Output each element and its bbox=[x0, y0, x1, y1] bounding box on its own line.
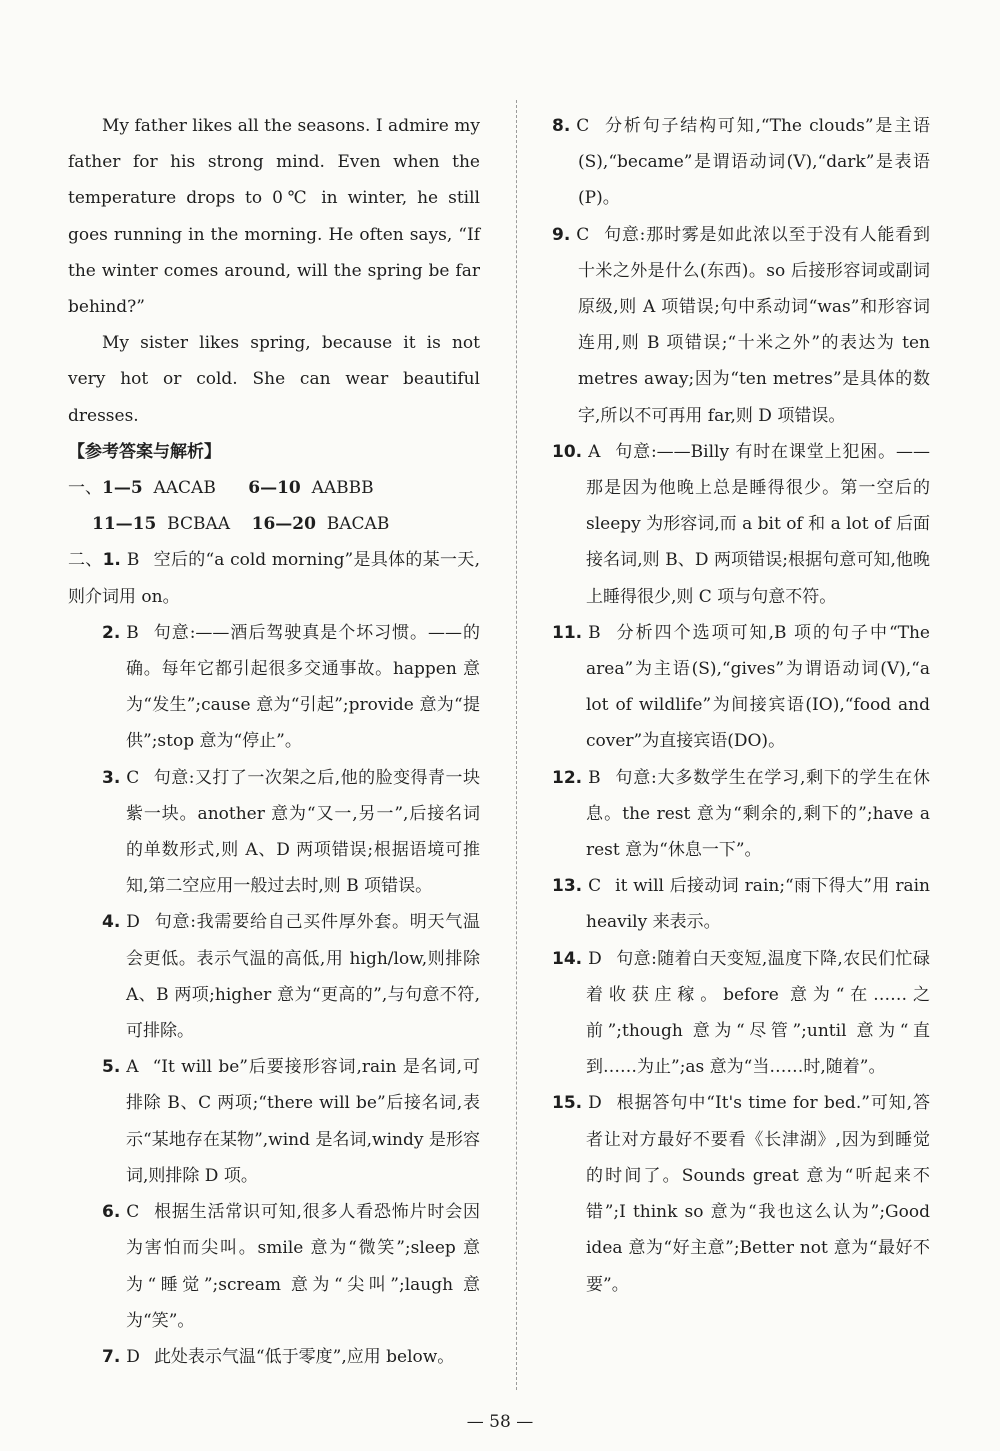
passage-paragraph-2: My sister likes spring, because it is not very hot or cold. She can wear beautiful dresses. bbox=[68, 333, 480, 426]
item-number: 14. bbox=[552, 948, 583, 969]
item-explanation: 空后的“a cold morning”是具体的某一天,则介词用 on。 bbox=[68, 550, 480, 607]
item-explanation: 句意:——Billy 有时在课堂上犯困。——那是因为他晚上总是睡得很少。第一空后的 sleepy 为形容词,而 a bit of 和 a lot of 后面接名词,则 B、D 两项错误;根据句意可知,他晚上睡得很少,则 C 项与句意不符。 bbox=[586, 441, 930, 607]
section-prefix: 一、 bbox=[68, 478, 102, 499]
column-divider bbox=[516, 100, 517, 1390]
answer-item bbox=[552, 615, 930, 760]
item-explanation: 分析四个选项可知,B 项的句子中“The area”为主语(S),“gives”为谓语动词(V),“a lot of wildlife”为间接宾语(IO),“food and cover”为直接宾语(DO)。 bbox=[586, 622, 930, 752]
key-answers: BCBAA bbox=[167, 514, 231, 535]
answer-item bbox=[68, 1339, 480, 1375]
answer-item bbox=[552, 760, 930, 869]
item-number: 2. bbox=[102, 622, 121, 643]
answer-heading: 【参考答案与解析】 bbox=[68, 441, 221, 462]
key-range: 16—20 bbox=[251, 514, 316, 535]
item-number: 12. bbox=[552, 767, 583, 788]
item-explanation: 句意:我需要给自己买件厚外套。明天气温会更低。表示气温的高低,用 high/low,则排除 A、B 两项;higher 意为“更高的”,与句意不符,可排除。 bbox=[126, 912, 480, 1042]
item-answer: B bbox=[126, 550, 140, 571]
answer-key-row bbox=[68, 470, 480, 506]
answer-item bbox=[552, 108, 930, 217]
section-prefix: 二、 bbox=[68, 550, 103, 571]
answer-item bbox=[68, 760, 480, 905]
item-answer: C bbox=[576, 116, 590, 136]
item-explanation: 句意:那时雾是如此浓以至于没有人能看到十米之外是什么(东西)。so 后接形容词或副词原级,则 A 项错误;句中系动词“was”和形容词连用,则 B 项错误;“十米之外”的表达为 ten metres away;因为“ten metres”是具体的数字,所以不可再用 far,则 D 项错误。 bbox=[578, 224, 930, 426]
item-explanation: 根据生活常识可知,很多人看恐怖片时会因为害怕而尖叫。smile 意为“微笑”;sleep 意为“睡觉”;scream 意为“尖叫”;laugh 意为“笑”。 bbox=[126, 1202, 480, 1331]
answer-item bbox=[552, 941, 930, 1086]
item-answer: C bbox=[126, 1202, 140, 1223]
key-range: 11—15 bbox=[92, 514, 157, 535]
key-range: 6—10 bbox=[248, 478, 301, 499]
item-answer: D bbox=[126, 912, 140, 933]
item-number: 5. bbox=[102, 1057, 121, 1078]
key-answers: AABBB bbox=[311, 478, 374, 499]
item-explanation: 句意:又打了一次架之后,他的脸变得青一块紫一块。another 意为“又一,另一”,后接名词的单数形式,则 A、D 两项错误;根据语境可推知,第二空应用一般过去时,则 B 项错误。 bbox=[126, 767, 480, 897]
item-explanation: “It will be”后要接形容词,rain 是名词,可排除 B、C 两项;“there will be”后接名词,表示“某地存在某物”,wind 是名词,windy 是形容词,则排除 D 项。 bbox=[126, 1057, 480, 1186]
item-explanation: 句意:——酒后驾驶真是个坏习惯。——的确。每年它都引起很多交通事故。happen 意为“发生”;cause 意为“引起”;provide 意为“提供”;stop 意为“停止”。 bbox=[126, 622, 480, 752]
page-number: — 58 — bbox=[466, 1412, 534, 1432]
item-answer: B bbox=[588, 622, 601, 643]
answer-item bbox=[552, 434, 930, 615]
item-answer: B bbox=[588, 767, 601, 788]
item-explanation: 分析句子结构可知,“The clouds”是主语(S),“became”是谓语动词(V),“dark”是表语(P)。 bbox=[578, 116, 930, 209]
item-number: 4. bbox=[102, 912, 121, 933]
item-answer: D bbox=[126, 1346, 140, 1367]
answer-item bbox=[68, 615, 480, 760]
item-number: 13. bbox=[552, 876, 583, 897]
item-answer: D bbox=[588, 1093, 602, 1114]
item-number: 8. bbox=[552, 116, 571, 136]
key-answers: AACAB bbox=[153, 478, 216, 499]
item-explanation: 此处表示气温“低于零度”,应用 below。 bbox=[153, 1346, 455, 1367]
item-explanation: 句意:大多数学生在学习,剩下的学生在休息。the rest 意为“剩余的,剩下的”;have a rest 意为“休息一下”。 bbox=[586, 767, 930, 861]
item-number: 9. bbox=[552, 224, 571, 245]
item-answer: C bbox=[126, 767, 140, 788]
passage-paragraph-1: My father likes all the seasons. I admire my father for his strong mind. Even when the temperature drops to 0℃ in winter, he still goes running in the morning. He often says, “If the winter comes around, will the spring be far behind?” bbox=[68, 116, 480, 318]
answer-item bbox=[68, 1194, 480, 1339]
item-number: 3. bbox=[102, 767, 121, 788]
item-explanation: it will 后接动词 rain;“雨下得大”用 rain heavily 来表示。 bbox=[586, 876, 930, 933]
item-answer: A bbox=[588, 441, 601, 462]
answer-key-row bbox=[68, 506, 480, 542]
left-column bbox=[68, 108, 480, 1375]
right-column bbox=[552, 108, 930, 1303]
item-number: 6. bbox=[102, 1202, 121, 1223]
item-answer: C bbox=[576, 224, 590, 245]
item-answer: A bbox=[126, 1057, 139, 1078]
item-number: 11. bbox=[552, 622, 583, 643]
item-explanation: 句意:随着白天变短,温度下降,农民们忙碌着收获庄稼。before 意为“在……之前”;though 意为“尽管”;until 意为“直到……为止”;as 意为“当……时,随着”。 bbox=[586, 948, 930, 1078]
item-number: 15. bbox=[552, 1093, 583, 1114]
item-answer: D bbox=[588, 948, 602, 969]
key-range: 1—5 bbox=[102, 478, 143, 499]
answer-item bbox=[552, 868, 930, 940]
answer-item bbox=[552, 217, 930, 434]
item-number: 10. bbox=[552, 441, 583, 462]
key-answers: BACAB bbox=[326, 514, 390, 535]
answer-item bbox=[68, 904, 480, 1049]
item-answer: B bbox=[126, 622, 139, 643]
answer-item bbox=[68, 1049, 480, 1194]
item-number: 7. bbox=[102, 1346, 121, 1367]
answer-item bbox=[68, 542, 480, 614]
answer-item bbox=[552, 1085, 930, 1302]
item-answer: C bbox=[588, 876, 602, 897]
item-explanation: 根据答句中“It's time for bed.”可知,答者让对方最好不要看《长津湖》,因为到睡觉的时间了。Sounds great 意为“听起来不错”;I think so 意为“我也这么认为”;Good idea 意为“好主意”;Better not 意为“最好不要”。 bbox=[586, 1093, 930, 1295]
item-number: 1. bbox=[102, 550, 121, 571]
